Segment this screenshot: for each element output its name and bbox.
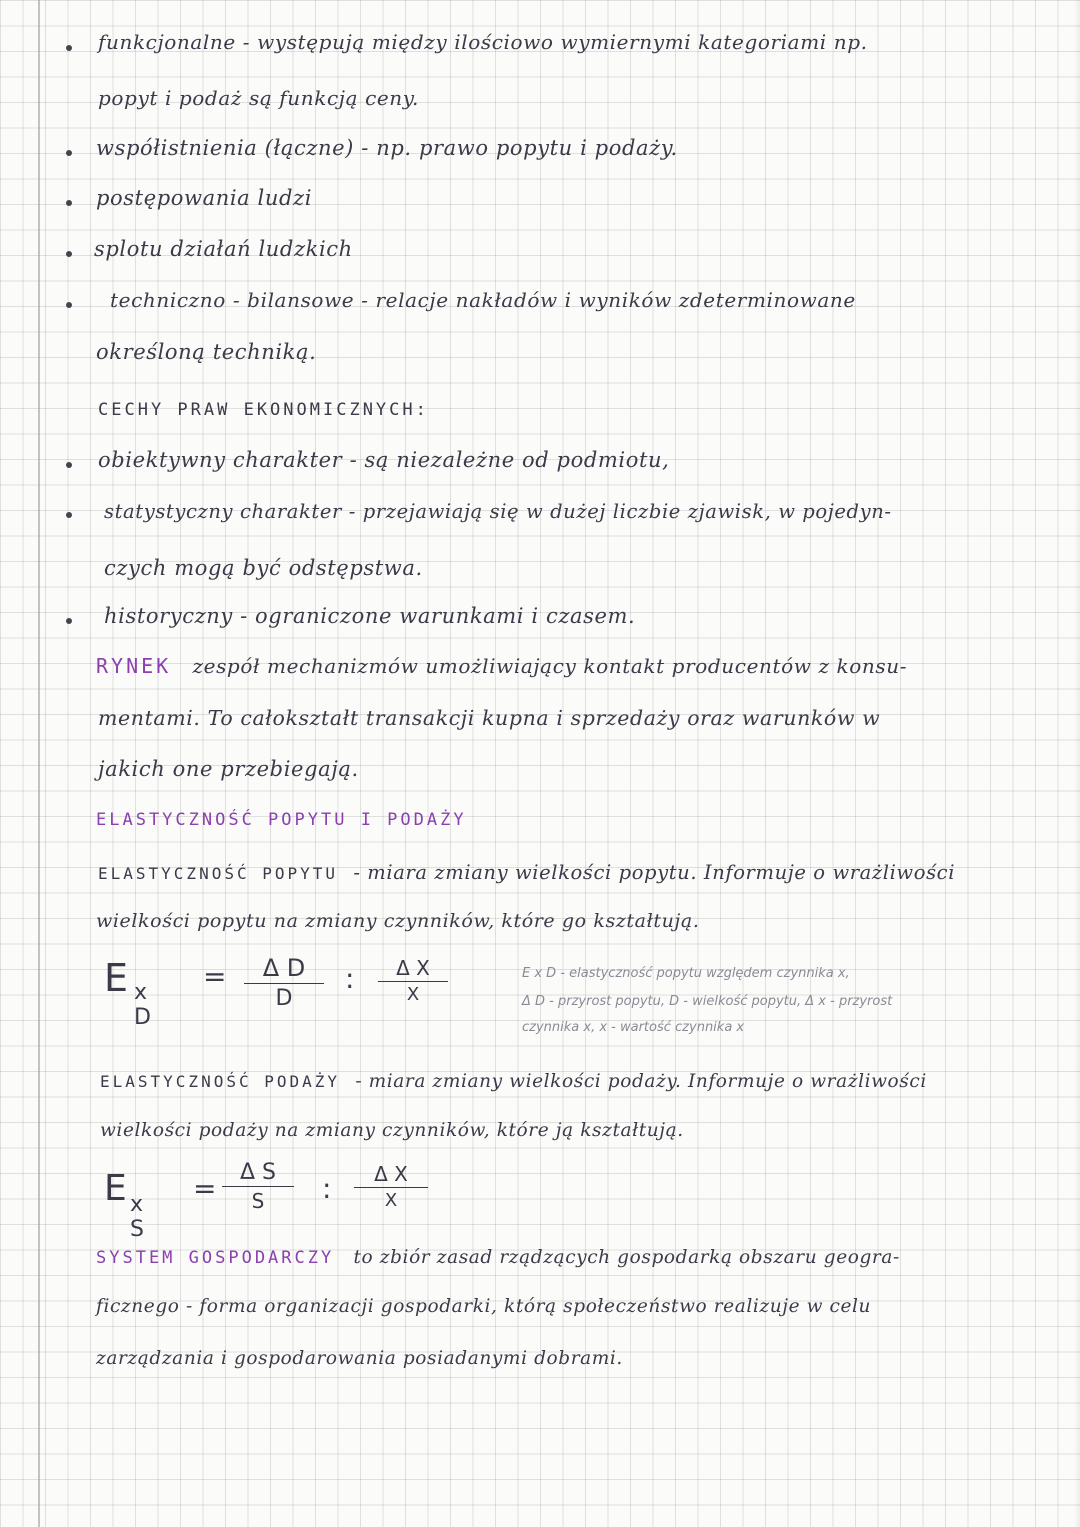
text-span: - miara zmiany wielkości podaży. Informuje o wrażliwości bbox=[355, 1071, 927, 1092]
formula-note: E x D - elastyczność popytu względem czynnika x, bbox=[522, 966, 850, 981]
system-definition-line bbox=[96, 1244, 900, 1268]
bullet bbox=[66, 462, 72, 468]
formula-lhs-subscript: x S bbox=[130, 1192, 144, 1242]
text-line: współistnienia (łączne) - np. prawo popytu i podaży. bbox=[96, 136, 678, 160]
system-heading: SYSTEM GOSPODARCZY bbox=[96, 1248, 335, 1268]
page-edge-shadow bbox=[1074, 0, 1080, 1527]
supply-elasticity-line bbox=[100, 1068, 927, 1092]
elasticity-heading: ELASTYCZNOŚĆ POPYTU I PODAŻY bbox=[96, 810, 467, 830]
formula-equals: = bbox=[193, 1172, 217, 1205]
section-heading: CECHY PRAW EKONOMICZNYCH: bbox=[98, 400, 429, 420]
text-line: mentami. To całokształt transakcji kupna i sprzedaży oraz warunków w bbox=[98, 706, 881, 730]
formula-lhs: E bbox=[104, 956, 129, 1000]
formula-fraction-delta-x: Δ X X bbox=[354, 1162, 428, 1211]
formula-note: czynnika x, x - wartość czynnika x bbox=[522, 1020, 745, 1035]
bullet bbox=[66, 512, 72, 518]
text-line: wielkości popytu na zmiany czynników, które go kształtują. bbox=[96, 910, 700, 932]
formula-fraction-delta-x: Δ X X bbox=[378, 956, 448, 1005]
text-line: ficznego - forma organizacji gospodarki, którą społeczeństwo realizuje w celu bbox=[96, 1296, 872, 1317]
bullet bbox=[66, 200, 72, 206]
text-span: - miara zmiany wielkości popytu. Informuje o wrażliwości bbox=[353, 861, 956, 884]
notebook-margin-line bbox=[38, 0, 40, 1527]
text-span: to zbiór zasad rządzących gospodarką obszaru geogra- bbox=[353, 1247, 900, 1268]
rynek-definition-line bbox=[96, 654, 907, 678]
text-line: funkcjonalne - występują między ilościowo wymiernymi kategoriami np. bbox=[98, 30, 868, 54]
text-line: obiektywny charakter - są niezależne od podmiotu, bbox=[98, 448, 670, 472]
demand-elasticity-term: ELASTYCZNOŚĆ POPYTU bbox=[98, 864, 339, 883]
text-line: określoną techniką. bbox=[96, 340, 317, 364]
bullet bbox=[66, 302, 72, 308]
text-line: statystyczny charakter - przejawiają się w dużej liczbie zjawisk, w pojedyn- bbox=[104, 500, 892, 523]
text-line: zarządzania i gospodarowania posiadanymi dobrami. bbox=[96, 1348, 623, 1369]
bullet bbox=[66, 251, 72, 257]
formula-fraction-delta-d: Δ D D bbox=[244, 954, 324, 1011]
text-line: czych mogą być odstępstwa. bbox=[104, 556, 423, 580]
text-line: jakich one przebiegają. bbox=[98, 757, 359, 781]
rynek-heading: RYNEK bbox=[96, 654, 172, 678]
text-line: postępowania ludzi bbox=[96, 186, 313, 210]
formula-equals: = bbox=[203, 960, 227, 993]
bullet bbox=[66, 618, 72, 624]
formula-note: Δ D - przyrost popytu, D - wielkość popytu, Δ x - przyrost bbox=[522, 994, 893, 1009]
demand-elasticity-line bbox=[98, 860, 955, 884]
formula-colon: : bbox=[345, 962, 355, 995]
text-line: wielkości podaży na zmiany czynników, które ją kształtują. bbox=[100, 1120, 684, 1141]
text-line: historyczny - ograniczone warunkami i czasem. bbox=[104, 604, 636, 628]
text-span: zespół mechanizmów umożliwiający kontakt producentów z konsu- bbox=[192, 654, 908, 678]
bullet bbox=[66, 45, 72, 51]
formula-fraction-delta-s: Δ S S bbox=[222, 1160, 294, 1213]
text-line: techniczno - bilansowe - relacje nakładów i wyników zdeterminowane bbox=[110, 288, 856, 312]
text-line: splotu działań ludzkich bbox=[94, 237, 353, 261]
bullet bbox=[66, 150, 72, 156]
formula-colon: : bbox=[322, 1172, 332, 1205]
formula-lhs: E bbox=[104, 1168, 127, 1209]
formula-lhs-subscript: x D bbox=[134, 980, 151, 1030]
supply-elasticity-term: ELASTYCZNOŚĆ PODAŻY bbox=[100, 1072, 341, 1091]
text-line: popyt i podaż są funkcją ceny. bbox=[98, 86, 419, 110]
